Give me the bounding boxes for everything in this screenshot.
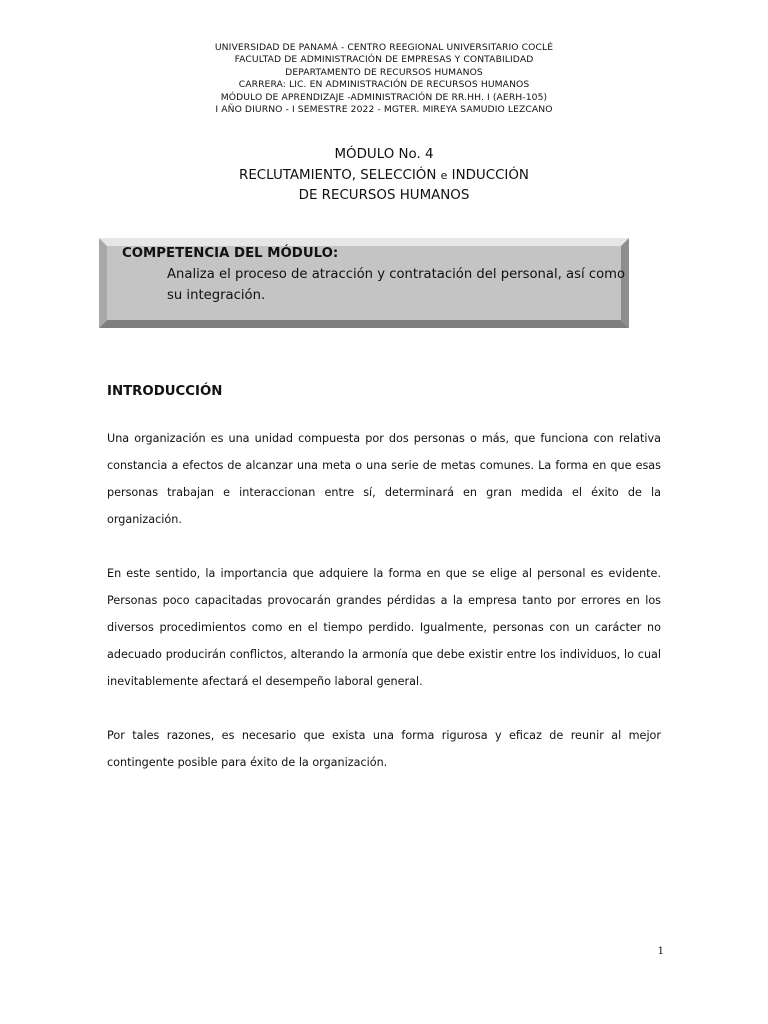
header-line-module: MÓDULO DE APRENDIZAJE -ADMINISTRACIÓN DE RR.HH. I (AERH-105) <box>220 91 548 103</box>
module-subject-line <box>0 166 768 187</box>
module-title <box>0 145 768 207</box>
paragraph-3: Por tales razones, es necesario que exista una forma rigurosa y eficaz de reunir al mejor contingente posible para éxito de la organización. <box>107 729 661 769</box>
header-line-university: UNIVERSIDAD DE PANAMÁ - CENTRO REEGIONAL UNIVERSITARIO COCLÉ <box>214 42 554 53</box>
competency-heading: COMPETENCIA DEL MÓDULO: <box>122 246 339 261</box>
introduction-heading: INTRODUCCIÓN <box>107 384 223 399</box>
bevel-bottom <box>99 320 629 328</box>
paragraph-1: Una organización es una unidad compuesta por dos personas o más, que funciona con relativa constancia a efectos de alcanzar una meta o una serie de metas comunes. La forma en que esas personas trabajan e interaccionan entre sí, determinará en gran medida el éxito de la organización. <box>107 432 661 526</box>
competency-text: Analiza el proceso de atracción y contratación del personal, así como su integración. <box>167 267 626 303</box>
header-line-career: CARRERA: LIC. EN ADMINISTRACIÓN DE RECURSOS HUMANOS <box>238 79 530 91</box>
module-subject-part2: INDUCCIÓN <box>451 167 529 183</box>
module-number: MÓDULO No. 4 <box>334 147 434 162</box>
module-subject-line-3: DE RECURSOS HUMANOS <box>298 188 470 203</box>
header-line-faculty: FACULTAD DE ADMINISTRACIÓN DE EMPRESAS Y CONTABILIDAD <box>234 54 534 66</box>
institution-header <box>0 42 768 116</box>
bevel-left <box>99 238 107 328</box>
header-line-department: DEPARTAMENTO DE RECURSOS HUMANOS <box>285 66 483 78</box>
module-subject-part1: RECLUTAMIENTO, SELECCIÓN <box>239 167 437 183</box>
module-subject-connector: e <box>440 168 448 182</box>
header-line-semester: I AÑO DIURNO - I SEMESTRE 2022 - MGTER. MIREYA SAMUDIO LEZCANO <box>215 104 553 116</box>
paragraph-2: En este sentido, la importancia que adquiere la forma en que se elige al personal es evidente. Personas poco capacitadas provocarán grandes pérdidas a la empresa tanto por errores en los diversos procedimientos como en el tiempo perdido. Igualmente, personas con un carácter no adecuado producirán conflictos, alterando la armonía que debe existir entre los individuos, lo cual inevitablemente afectará el desempeño laboral general. <box>107 567 661 688</box>
page-number: 1 <box>657 946 664 957</box>
